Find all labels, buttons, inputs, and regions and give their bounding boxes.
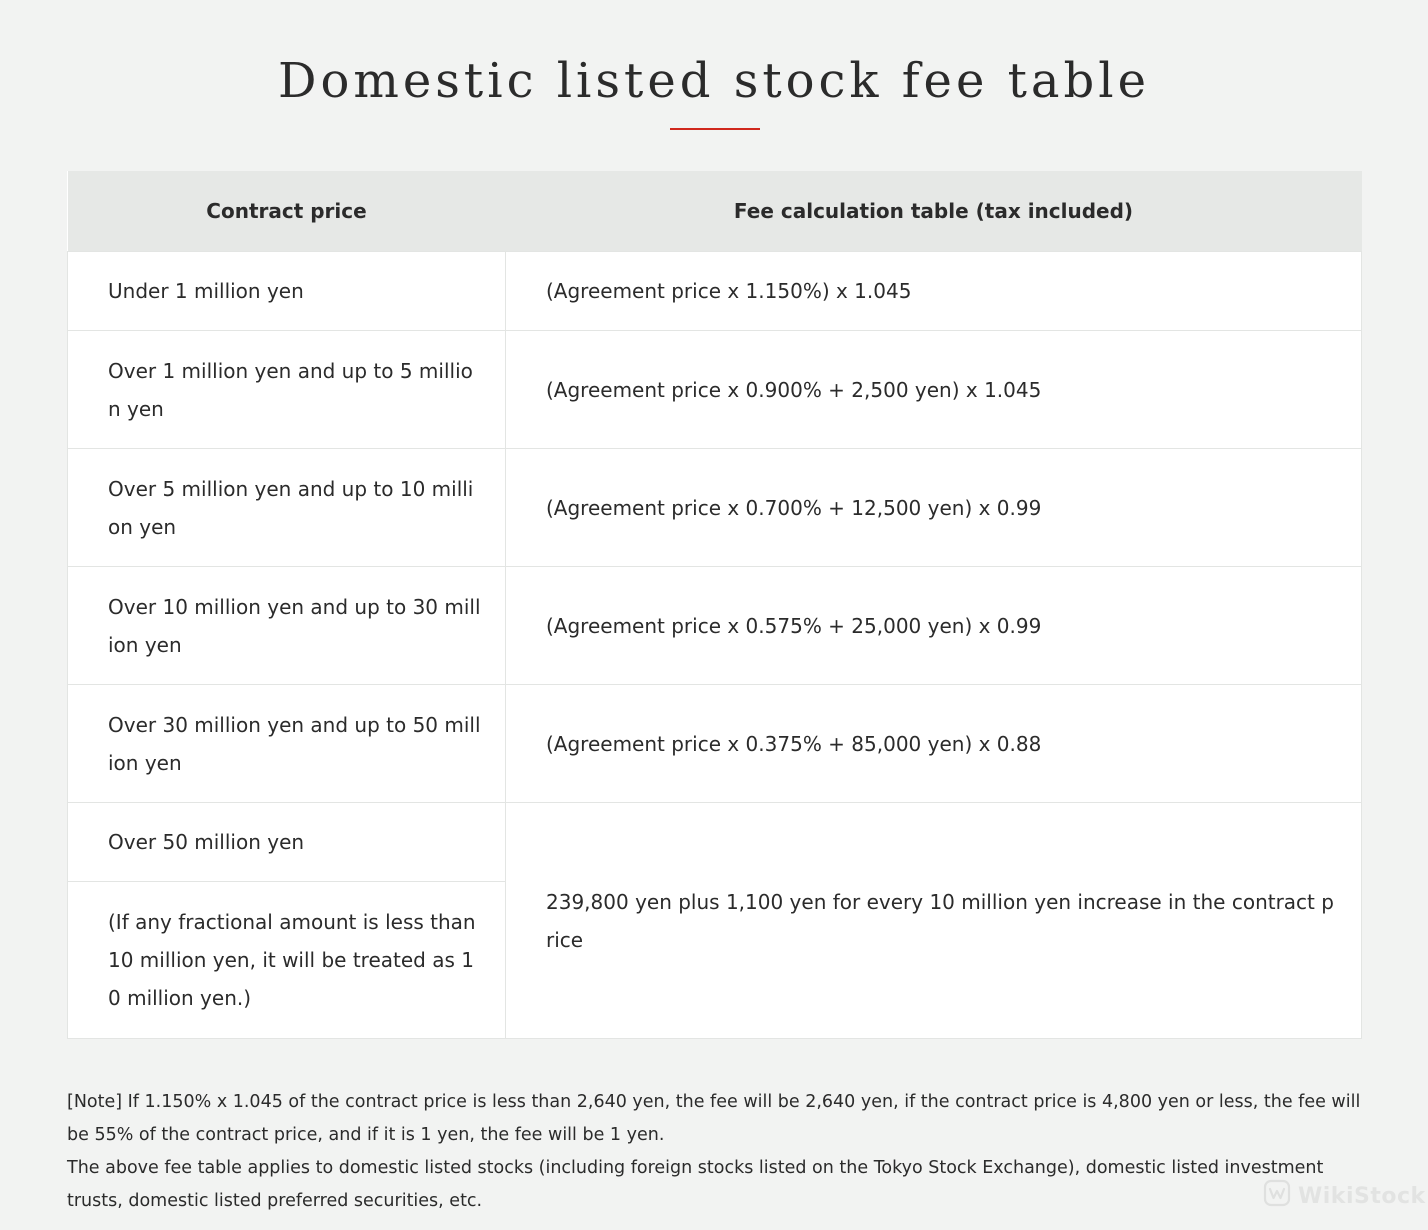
fee-formula-cell: (Agreement price x 0.700% + 12,500 yen) x 0.99 bbox=[506, 449, 1362, 567]
column-header-fee-calculation: Fee calculation table (tax included) bbox=[506, 171, 1362, 252]
table-header-row bbox=[68, 171, 1362, 252]
fee-note: [Note] If 1.150% x 1.045 of the contract price is less than 2,640 yen, the fee will be 2,640 yen, if the contract price is 4,800 yen or less, the fee will be 55% of the contract price, and if it is 1 yen, the fee will be 1 yen. bbox=[67, 1092, 1361, 1145]
title-underline bbox=[670, 128, 760, 130]
fee-table bbox=[67, 171, 1362, 1039]
table-row bbox=[68, 252, 1362, 331]
notes bbox=[67, 1086, 1361, 1218]
applicability-note: The above fee table applies to domestic listed stocks (including foreign stocks listed on the Tokyo Stock Exchange), domestic listed investment trusts, domestic listed preferred securities, etc. bbox=[67, 1158, 1324, 1211]
contract-price-note-cell: (If any fractional amount is less than 10 million yen, it will be treated as 10 million yen.) bbox=[68, 882, 506, 1039]
table-row bbox=[68, 331, 1362, 449]
fee-formula-cell: (Agreement price x 0.375% + 85,000 yen) x 0.88 bbox=[506, 685, 1362, 803]
watermark bbox=[1262, 1178, 1426, 1214]
contract-price-cell: Over 30 million yen and up to 50 million yen bbox=[68, 685, 506, 803]
fee-formula-cell: (Agreement price x 0.900% + 2,500 yen) x 1.045 bbox=[506, 331, 1362, 449]
fee-formula-cell: 239,800 yen plus 1,100 yen for every 10 million yen increase in the contract price bbox=[506, 803, 1362, 1039]
contract-price-cell: Over 50 million yen bbox=[68, 803, 506, 882]
contract-price-cell: Over 1 million yen and up to 5 million yen bbox=[68, 331, 506, 449]
contract-price-cell: Over 10 million yen and up to 30 million yen bbox=[68, 567, 506, 685]
contract-price-cell: Under 1 million yen bbox=[68, 252, 506, 331]
table-row bbox=[68, 685, 1362, 803]
fee-formula-cell: (Agreement price x 0.575% + 25,000 yen) x 0.99 bbox=[506, 567, 1362, 685]
table-row bbox=[68, 449, 1362, 567]
contract-price-cell: Over 5 million yen and up to 10 million yen bbox=[68, 449, 506, 567]
wikistock-logo-icon bbox=[1262, 1178, 1292, 1214]
page-title: Domestic listed stock fee table bbox=[277, 53, 1150, 109]
fee-formula-cell: (Agreement price x 1.150%) x 1.045 bbox=[506, 252, 1362, 331]
watermark-text: WikiStock bbox=[1298, 1183, 1426, 1209]
table-row bbox=[68, 803, 1362, 882]
column-header-contract-price: Contract price bbox=[68, 171, 506, 252]
table-row bbox=[68, 567, 1362, 685]
